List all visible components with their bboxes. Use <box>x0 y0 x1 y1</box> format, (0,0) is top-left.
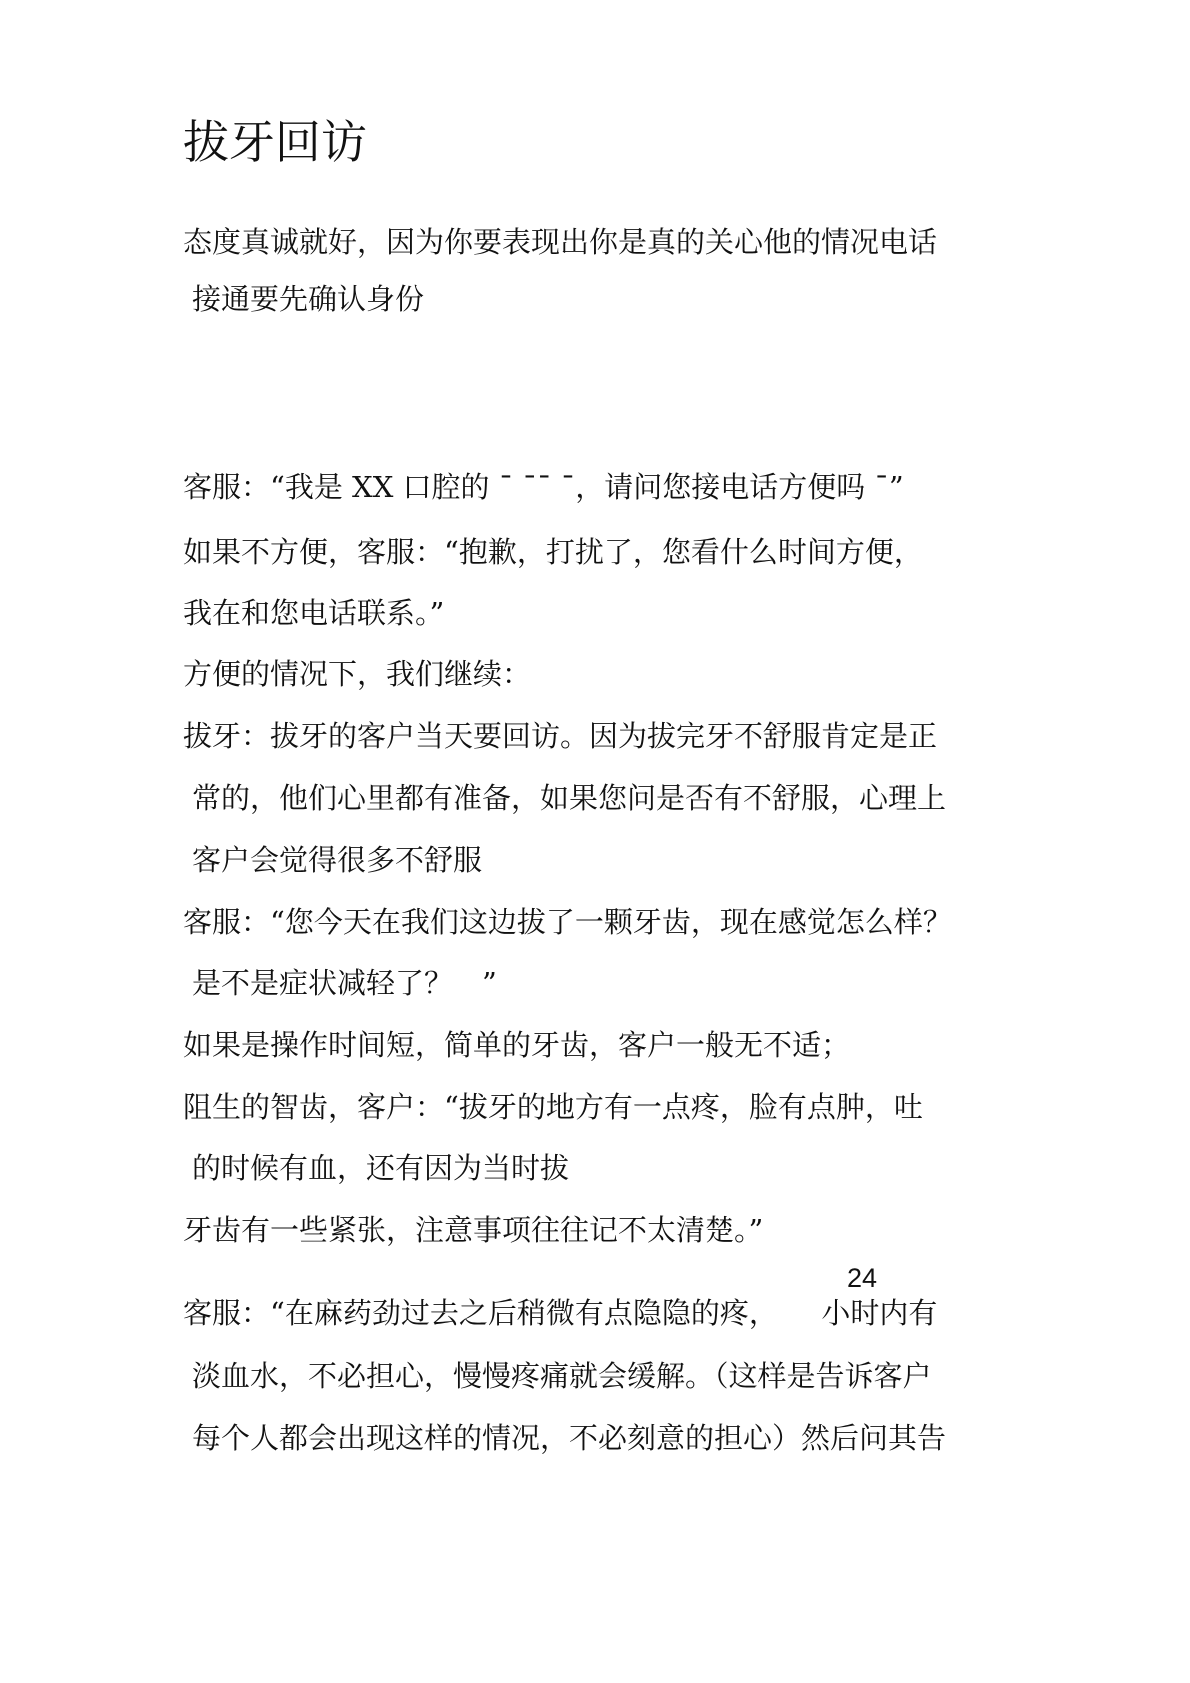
paragraph-line: 常的，他们心里都有准备，如果您问是否有不舒服，心理上 <box>192 781 947 815</box>
paragraph-line: 客服：“您今天在我们这边拔了一颗牙齿，现在感觉怎么样？ <box>183 905 952 939</box>
paragraph-line: 客户会觉得很多不舒服 <box>192 843 483 877</box>
paragraph-line: 淡血水，不必担心，慢慢疼痛就会缓解。（这样是告诉客户 <box>192 1359 932 1393</box>
intro-line-2: 接通要先确认身份 <box>192 282 425 316</box>
paragraph-line: 是不是症状减轻了？ ” <box>192 966 497 1000</box>
hours-number: 24 <box>847 1263 878 1293</box>
paragraph-line: 如果是操作时间短，简单的牙齿，客户一般无不适； <box>183 1028 851 1062</box>
intro-line-1: 态度真诚就好，因为你要表现出你是真的关心他的情况电话 <box>183 225 938 259</box>
paragraph-line: 的时候有血，还有因为当时拔 <box>192 1151 570 1185</box>
paragraph-line: 客服：“在麻药劲过去之后稍微有点隐隐的疼， 小时内有 <box>183 1296 938 1330</box>
paragraph-line: 方便的情况下，我们继续： <box>183 657 532 691</box>
paragraph-line: 客服：“我是 XX 口腔的 ˉ ˉˉ ˉ，请问您接电话方便吗 ˉ” <box>183 470 904 504</box>
paragraph-line: 每个人都会出现这样的情况，不必刻意的担心）然后问其告 <box>192 1421 947 1455</box>
document-title: 拔牙回访 <box>183 115 367 169</box>
paragraph-line: 牙齿有一些紧张，注意事项往往记不太清楚。” <box>183 1213 764 1247</box>
paragraph-line: 如果不方便，客服：“抱歉，打扰了，您看什么时间方便， <box>183 535 923 569</box>
paragraph-line: 拔牙：拔牙的客户当天要回访。因为拔完牙不舒服肯定是正 <box>183 719 938 753</box>
paragraph-line: 阻生的智齿，客户：“拔牙的地方有一点疼，脸有点肿，吐 <box>183 1090 923 1124</box>
paragraph-line: 我在和您电话联系。” <box>183 596 445 630</box>
